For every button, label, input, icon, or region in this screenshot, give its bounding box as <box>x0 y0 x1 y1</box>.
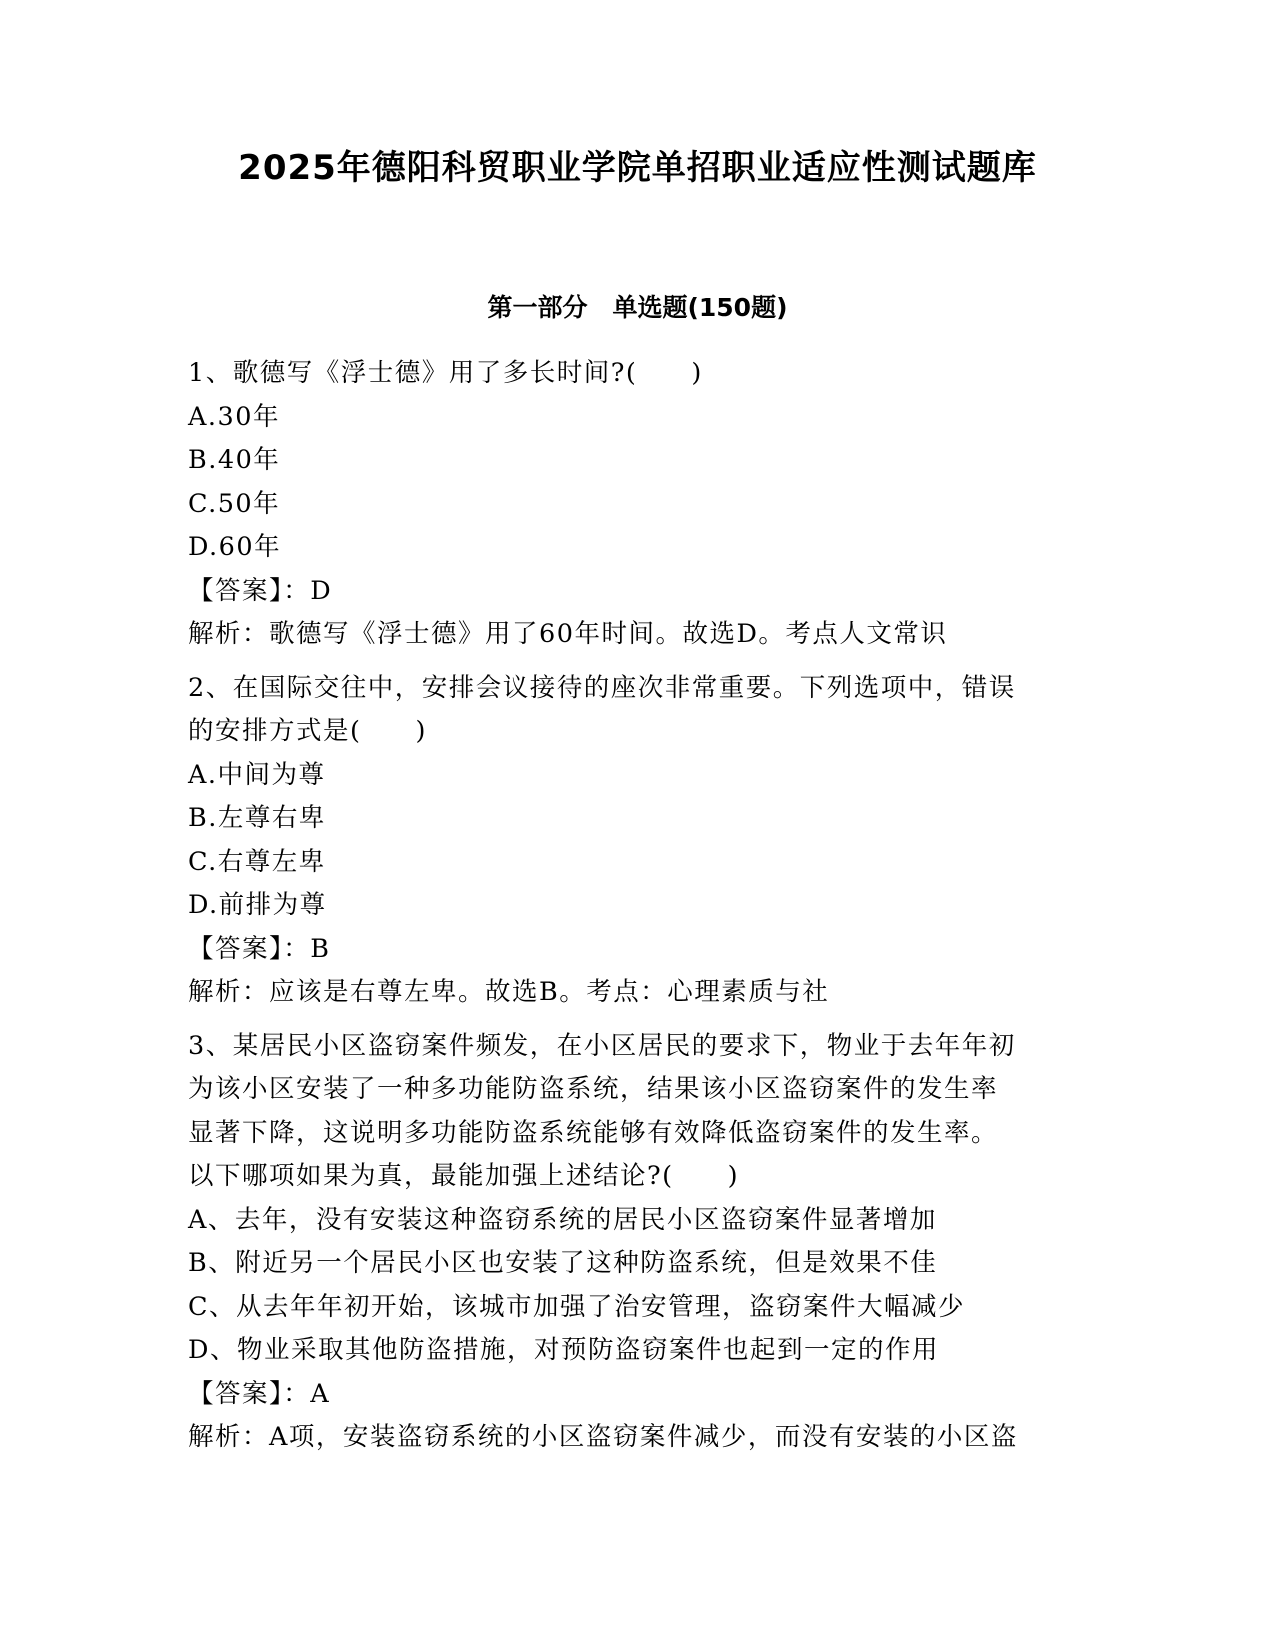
answer-line: 【答案】：B <box>188 933 331 964</box>
option-c: C、从去年年初开始，该城市加强了治安管理，盗窃案件大幅减少 <box>188 1291 966 1322</box>
answer-line: 【答案】：A <box>188 1378 331 1409</box>
option-d: D.前排为尊 <box>188 890 327 920</box>
question-1 <box>188 352 1088 657</box>
question-stem-line: 的安排方式是( ) <box>188 716 427 746</box>
question-stem-line: 2、在国际交往中，安排会议接待的座次非常重要。下列选项中，错误 <box>188 672 1016 703</box>
question-stem-line: 3、某居民小区盗窃案件频发，在小区居民的要求下，物业于去年年初 <box>188 1030 1016 1061</box>
question-3 <box>188 1025 1088 1460</box>
document-title: 2025年德阳科贸职业学院单招职业适应性测试题库 <box>238 148 1037 188</box>
question-list <box>188 352 1088 1470</box>
question-stem-line: 1、歌德写《浮士德》用了多长时间?( ) <box>188 358 703 388</box>
option-d: D、物业采取其他防盗措施，对预防盗窃案件也起到一定的作用 <box>188 1335 939 1365</box>
option-c: C.右尊左卑 <box>188 846 326 877</box>
option-a: A.中间为尊 <box>188 759 326 790</box>
question-stem-line: 显著下降，这说明多功能防盗系统能够有效降低盗窃案件的发生率。 <box>188 1117 999 1148</box>
option-a: A.30年 <box>188 401 280 432</box>
analysis-line: 解析：应该是右尊左卑。故选B。考点：心理素质与社 <box>188 977 830 1007</box>
analysis-line: 解析：A项，安装盗窃系统的小区盗窃案件减少，而没有安装的小区盗 <box>188 1422 1018 1452</box>
analysis-line: 解析：歌德写《浮士德》用了60年时间。故选D。考点人文常识 <box>188 619 948 649</box>
option-b: B、附近另一个居民小区也安装了这种防盗系统，但是效果不佳 <box>188 1248 938 1278</box>
question-2 <box>188 667 1088 1015</box>
option-b: B.左尊右卑 <box>188 803 326 833</box>
question-stem-line: 以下哪项如果为真，最能加强上述结论?( ) <box>188 1161 740 1191</box>
option-c: C.50年 <box>188 488 281 519</box>
option-b: B.40年 <box>188 445 281 475</box>
question-stem-line: 为该小区安装了一种多功能防盗系统，结果该小区盗窃案件的发生率 <box>188 1074 999 1104</box>
option-a: A、去年，没有安装这种盗窃系统的居民小区盗窃案件显著增加 <box>188 1204 937 1235</box>
section-heading: 第一部分 单选题(150题) <box>487 293 788 322</box>
answer-line: 【答案】：D <box>188 575 333 606</box>
option-d: D.60年 <box>188 532 282 562</box>
